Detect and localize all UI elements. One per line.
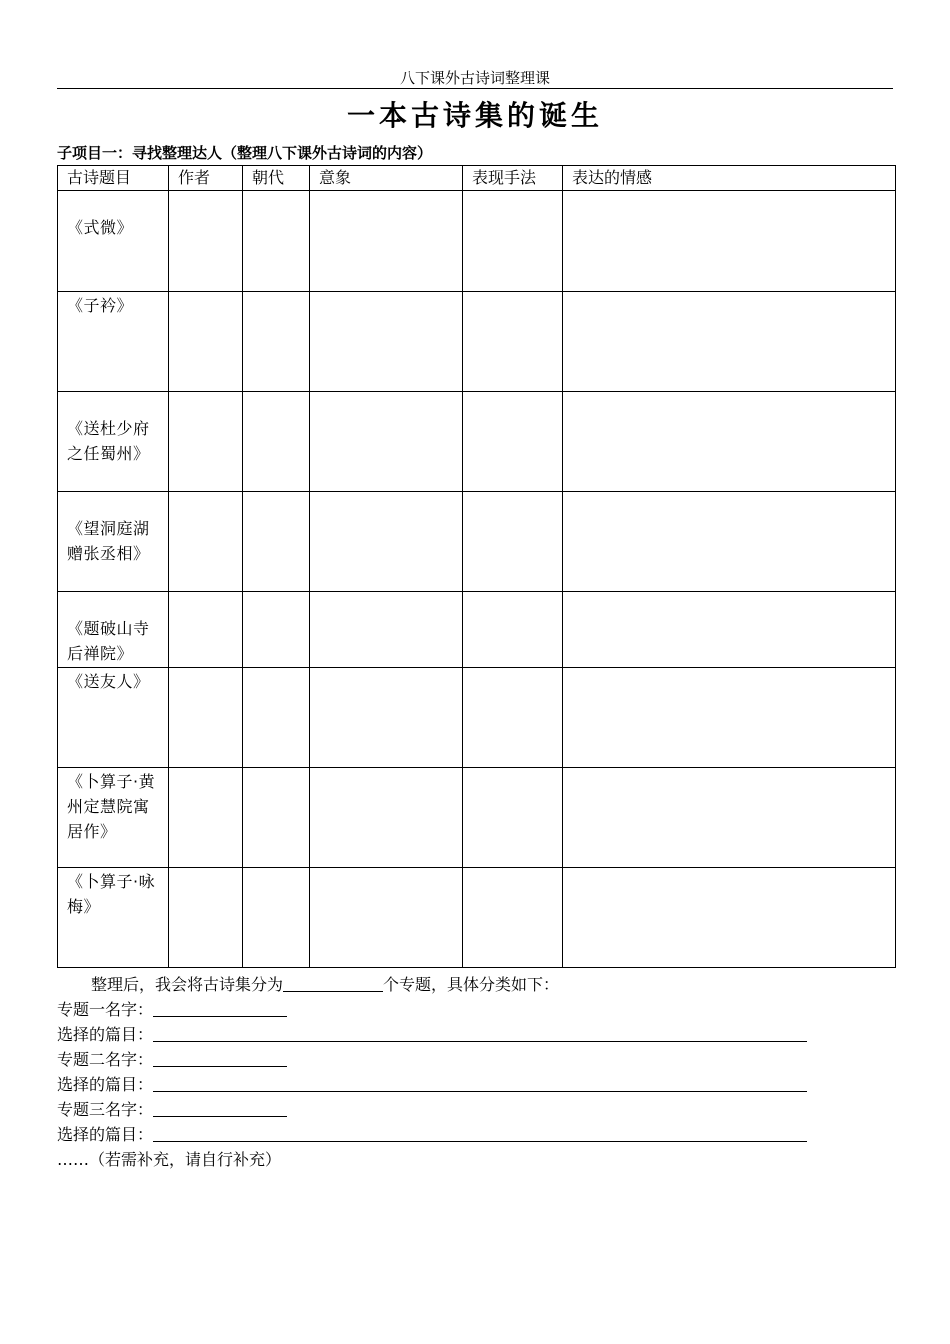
summary-text-after: 个专题，具体分类如下：	[383, 975, 560, 994]
dynasty-cell[interactable]	[243, 668, 310, 768]
page-header: 八下课外古诗词整理课	[399, 69, 550, 87]
emotion-cell[interactable]	[563, 292, 896, 392]
emotion-cell[interactable]	[563, 868, 896, 968]
emotion-cell[interactable]	[563, 768, 896, 868]
technique-cell[interactable]	[463, 392, 563, 492]
imagery-cell[interactable]	[310, 292, 463, 392]
topic-name-label: 专题一名字：	[57, 1000, 154, 1019]
imagery-cell[interactable]	[310, 392, 463, 492]
dynasty-cell[interactable]	[243, 292, 310, 392]
technique-cell[interactable]	[463, 492, 563, 592]
technique-cell[interactable]	[463, 868, 563, 968]
topic-1-articles-line	[57, 1022, 893, 1047]
topic-2-articles-line	[57, 1072, 893, 1097]
poem-title-cell: 《题破山寺后禅院》	[58, 592, 169, 668]
dynasty-cell[interactable]	[243, 492, 310, 592]
classification-section	[57, 972, 893, 1172]
author-cell[interactable]	[169, 492, 243, 592]
poem-title-cell: 《式微》	[58, 191, 169, 292]
author-cell[interactable]	[169, 392, 243, 492]
poem-title-cell: 《卜算子·黄州定慧院寓居作》	[58, 768, 169, 868]
column-header-author: 作者	[169, 166, 243, 191]
column-header-emotion: 表达的情感	[563, 166, 896, 191]
technique-cell[interactable]	[463, 292, 563, 392]
poem-title-cell: 《卜算子·咏梅》	[58, 868, 169, 968]
author-cell[interactable]	[169, 868, 243, 968]
topic-name-label: 专题二名字：	[57, 1050, 154, 1069]
table-row	[58, 492, 896, 592]
technique-cell[interactable]	[463, 592, 563, 668]
topic-3-name-blank[interactable]	[153, 1098, 287, 1117]
dynasty-cell[interactable]	[243, 592, 310, 668]
summary-line	[57, 972, 893, 997]
emotion-cell[interactable]	[563, 191, 896, 292]
table-row	[58, 668, 896, 768]
topic-articles-label: 选择的篇目：	[57, 1025, 154, 1044]
dynasty-cell[interactable]	[243, 191, 310, 292]
table-header-row	[58, 166, 896, 191]
topic-articles-label: 选择的篇目：	[57, 1075, 154, 1094]
column-header-dynasty: 朝代	[243, 166, 310, 191]
emotion-cell[interactable]	[563, 392, 896, 492]
topic-2-name-line	[57, 1047, 893, 1072]
topic-count-blank[interactable]	[283, 973, 383, 992]
emotion-cell[interactable]	[563, 668, 896, 768]
dynasty-cell[interactable]	[243, 392, 310, 492]
footer-note: ……（若需补充，请自行补充）	[57, 1150, 282, 1169]
table-row	[58, 292, 896, 392]
author-cell[interactable]	[169, 668, 243, 768]
emotion-cell[interactable]	[563, 592, 896, 668]
poem-title-cell: 《送友人》	[58, 668, 169, 768]
topic-articles-label: 选择的篇目：	[57, 1125, 154, 1144]
table-row	[58, 191, 896, 292]
table-row	[58, 868, 896, 968]
author-cell[interactable]	[169, 292, 243, 392]
technique-cell[interactable]	[463, 668, 563, 768]
topic-3-name-line	[57, 1097, 893, 1122]
author-cell[interactable]	[169, 592, 243, 668]
author-cell[interactable]	[169, 768, 243, 868]
imagery-cell[interactable]	[310, 768, 463, 868]
imagery-cell[interactable]	[310, 492, 463, 592]
table-row	[58, 768, 896, 868]
topic-1-articles-blank[interactable]	[153, 1023, 807, 1042]
imagery-cell[interactable]	[310, 668, 463, 768]
poem-title-cell: 《送杜少府之任蜀州》	[58, 392, 169, 492]
imagery-cell[interactable]	[310, 592, 463, 668]
poem-title-cell: 《子衿》	[58, 292, 169, 392]
poem-table	[57, 165, 896, 968]
emotion-cell[interactable]	[563, 492, 896, 592]
technique-cell[interactable]	[463, 191, 563, 292]
subproject-heading: 子项目一：寻找整理达人（整理八下课外古诗词的内容）	[57, 144, 433, 162]
topic-2-articles-blank[interactable]	[153, 1073, 807, 1092]
topic-1-name-blank[interactable]	[153, 998, 287, 1017]
table-row	[58, 392, 896, 492]
topic-1-name-line	[57, 997, 893, 1022]
column-header-technique: 表现手法	[463, 166, 563, 191]
table-row	[58, 592, 896, 668]
dynasty-cell[interactable]	[243, 868, 310, 968]
author-cell[interactable]	[169, 191, 243, 292]
topic-2-name-blank[interactable]	[153, 1048, 287, 1067]
topic-name-label: 专题三名字：	[57, 1100, 154, 1119]
technique-cell[interactable]	[463, 768, 563, 868]
imagery-cell[interactable]	[310, 868, 463, 968]
imagery-cell[interactable]	[310, 191, 463, 292]
summary-text-before: 整理后，我会将古诗集分为	[91, 975, 284, 994]
header-rule	[57, 88, 893, 89]
topic-3-articles-blank[interactable]	[153, 1123, 807, 1142]
dynasty-cell[interactable]	[243, 768, 310, 868]
topic-3-articles-line	[57, 1122, 893, 1147]
page-title: 一本古诗集的诞生	[346, 99, 603, 132]
column-header-title: 古诗题目	[58, 166, 169, 191]
column-header-imagery: 意象	[310, 166, 463, 191]
poem-title-cell: 《望洞庭湖赠张丞相》	[58, 492, 169, 592]
